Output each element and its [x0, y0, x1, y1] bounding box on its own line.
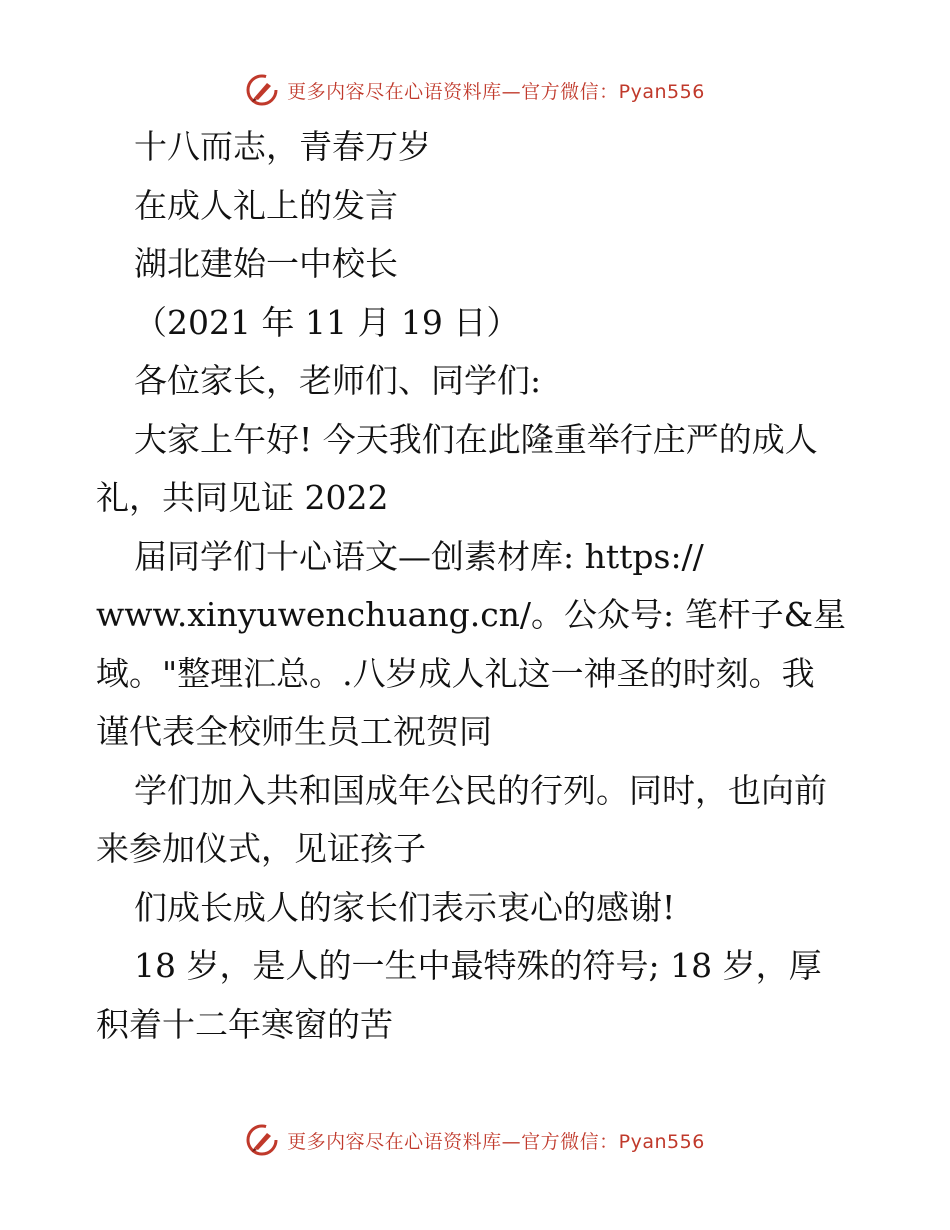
text-line: 谨代表全校师生员工祝贺同	[96, 712, 492, 751]
text-line: 们成长成人的家长们表示衷心的感谢!	[134, 887, 676, 927]
text-line: 18 岁，是人的一生中最特殊的符号; 18 岁，厚	[134, 946, 822, 985]
document-body	[96, 118, 856, 1054]
text-line: （2021 年 11 月 19 日）	[134, 302, 520, 342]
watermark-text: 更多内容尽在心语资料库—官方微信：Pyan556	[287, 1130, 705, 1153]
text-line: 来参加仪式，见证孩子	[96, 829, 426, 868]
text-line: 礼，共同见证 2022	[96, 478, 389, 517]
text-line: 学们加入共和国成年公民的行列。同时，也向前	[134, 770, 827, 810]
text-line: 十八而志，青春万岁	[134, 127, 431, 166]
text-line: 域。"整理汇总。.八岁成人礼这一神圣的时刻。我	[96, 653, 815, 693]
text-line: www.xinyuwenchuang.cn/。公众号: 笔杆子&星	[96, 595, 847, 634]
footer-watermark	[0, 1120, 950, 1160]
text-line: 届同学们十心语文—创素材库: https://	[134, 536, 704, 576]
watermark-text: 更多内容尽在心语资料库—官方微信：Pyan556	[287, 80, 705, 103]
pen-circle-logo-icon	[245, 1123, 279, 1157]
header-watermark	[0, 70, 950, 110]
text-line: 大家上午好! 今天我们在此隆重举行庄严的成人	[134, 419, 818, 459]
pen-circle-logo-icon	[245, 73, 279, 107]
text-line: 湖北建始一中校长	[134, 244, 398, 283]
text-line: 积着十二年寒窗的苦	[96, 1004, 393, 1044]
text-line: 各位家长，老师们、同学们:	[134, 361, 542, 400]
text-line: 在成人礼上的发言	[134, 185, 398, 225]
